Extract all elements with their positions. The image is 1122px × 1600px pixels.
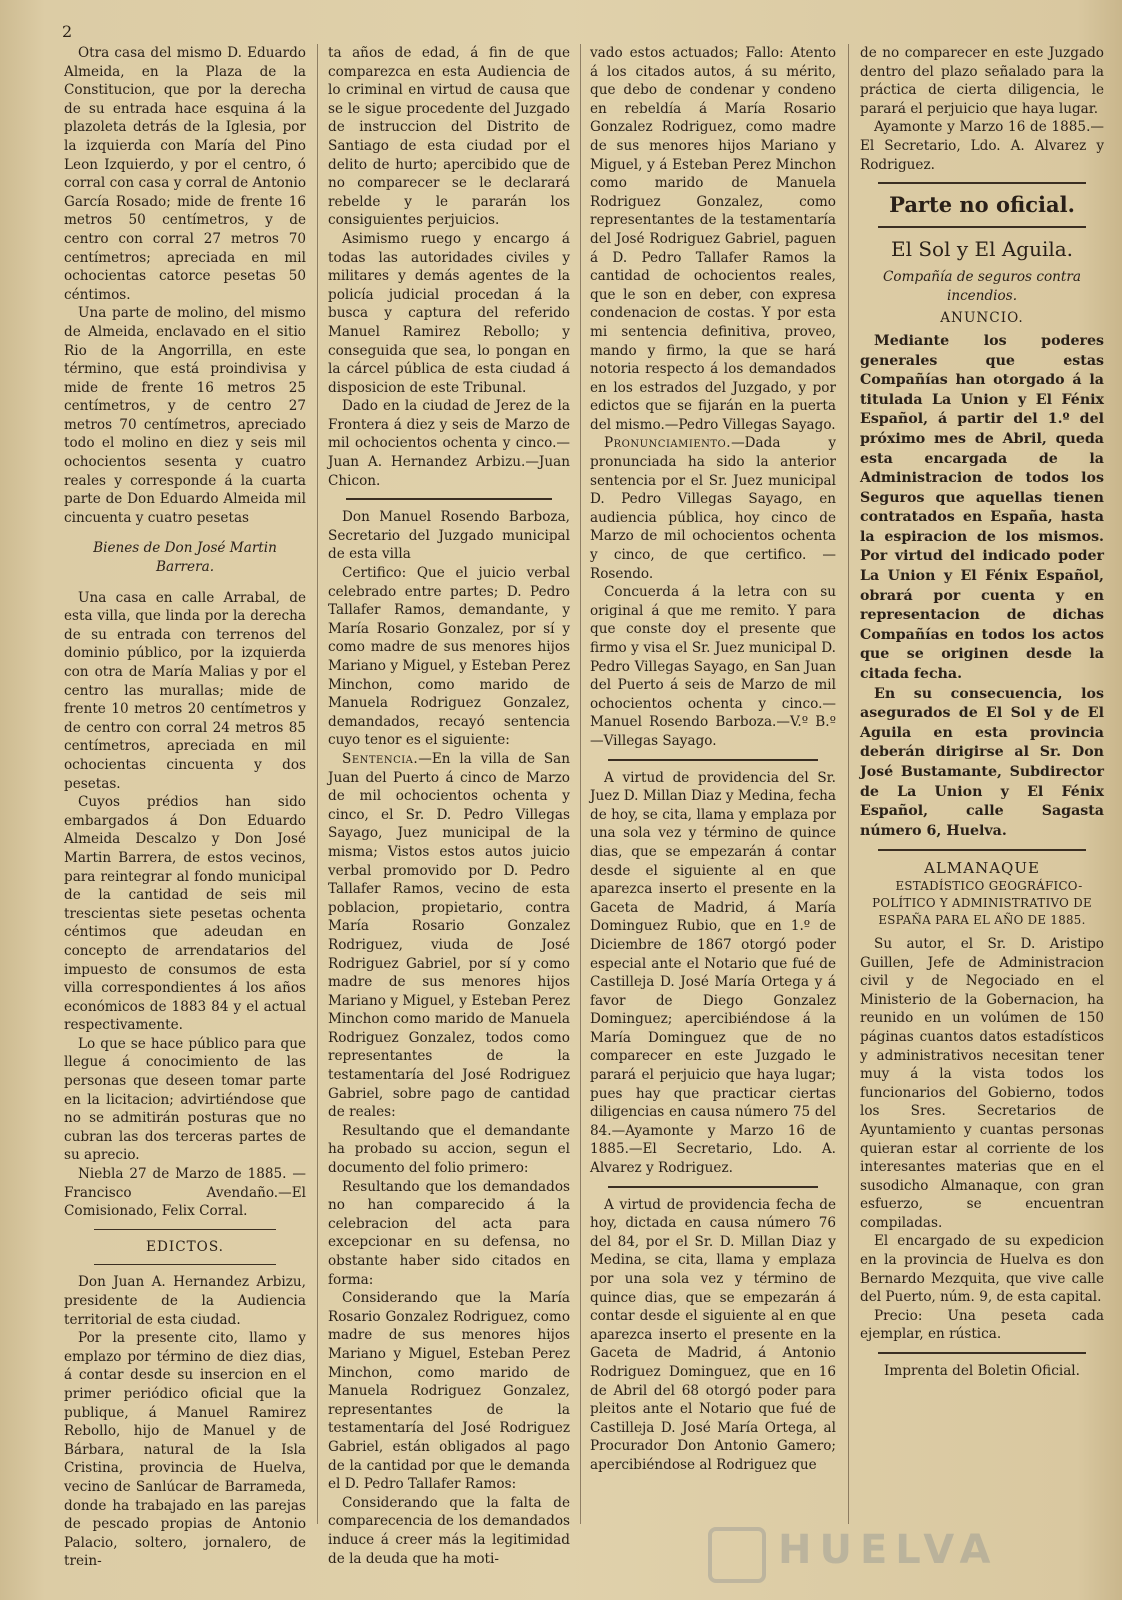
paragraph: Dado en la ciudad de Jerez de la Frontera á diez y seis de Marzo de mil ochocientos ochenta y cinco.—Juan A. Hernandez Arbizu.—Juan Chicon.: [328, 398, 570, 489]
company-subtitle: Compañía de seguros contra incendios.: [883, 269, 1081, 304]
paragraph: vado estos actuados; Fallo: Atento á los citados autos, á su mérito, que debo de condenar y condeno en rebeldía á María Rosario Gonzalez Rodriguez, como madre de sus menores hijos Mariano y Miguel, y á Esteban Perez Minchon como marido de Manuela Rodriguez Gonzalez, como representantes de la testamentaría del José Rodriguez Gabriel, paguen á D. Pedro Tallafer Ramos la cantidad de ochocientos reales, que le son en deber, con expresa condenacion de costas. Y por esta mi sentencia definitiva, proveo, mando y firmo, la que se hará notoria respecto á los demandados en los estrados del Juzgado, y por edictos que se fijarán en la puerta del mismo.—Pedro Villegas Sayago.: [590, 45, 836, 433]
company-title: El Sol y El Aguila.: [890, 237, 1074, 262]
paragraph: [328, 750, 570, 1122]
section-heading-edictos: EDICTOS.: [146, 1238, 224, 1255]
imprenta-footer: Imprenta del Boletin Oficial.: [884, 1363, 1080, 1380]
pronunciamiento-label: Pronunciamiento.: [604, 435, 732, 452]
paragraph: A virtud de providencia fecha de hoy, dictada en causa número 76 del 84, por el Sr. D. Millan Diaz y Medina, se cita, llama y emplaza por una sola vez y término de quince dias, que se empezarán á contar desde el siguiente al en que aparezca inserto el presente en la Gaceta de Madrid, á Antonio Rodriguez Dominguez, que en 16 de Abril del 68 otorgó poder para pleitos ante el Notario que fué de Castilleja D. José María Ortega, al Procurador Don Antonio Gamero; apercibiéndose al Rodriguez que: [590, 1196, 836, 1473]
watermark-text: HUELVA: [778, 1527, 999, 1573]
paragraph: Certifico: Que el juicio verbal celebrado entre partes; D. Pedro Tallafer Ramos, demandante, y María Rosario Gonzalez, por sí y como madre de sus menores hijos Mariano y Miguel, y Esteban Perez Minchon, como marido de Manuela Rodriguez Gonzalez, demandados, recayó sentencia cuyo tenor es el siguiente:: [328, 565, 570, 749]
pronunciamiento-text: —Dada y pronunciada ha sido la anterior sentencia por el Sr. Juez municipal D. Pedro Villegas Sayago, en audiencia pública, hoy cinco de Marzo de mil ochocientos ochenta y cinco, de que certifico. —Rosendo.: [590, 435, 836, 582]
column-3: [590, 44, 836, 1524]
column-1: [64, 44, 306, 1570]
paragraph: ta años de edad, á fin de que comparezca en esta Audiencia de lo criminal en virtud de causa que se le sigue procedente del Juzgado de instruccion del Distrito de Santiago de esta ciudad por el delito de hurto; apercibido que de no comparecer se le declarará rebelde y le pararán los consiguientes perjuicios.: [328, 45, 570, 229]
column-4: [860, 44, 1104, 1524]
paragraph: Ayamonte y Marzo 16 de 1885.—El Secretario, Ldo. A. Alvarez y Rodriguez.: [860, 119, 1104, 173]
paragraph: Por la presente cito, llamo y emplazo por término de diez dias, á contar desde su insercion en el primer periódico oficial que la publique, á Manuel Ramirez Rebollo, hijo de Manuel y de Bárbara, natural de la Isla Cristina, provincia de Huelva, vecino de Sanlúcar de Barrameda, donde ha trabajado en las parejas de pescado propias de Antonio Palacio, soltero, jornalero, de trein-: [64, 1330, 306, 1570]
paragraph: Concuerda á la letra con su original á que me remito. Y para que conste doy el presente que firmo y visa el Sr. Juez municipal D. Pedro Villegas Sayago, en San Juan del Puerto á seis de Marzo de mil ochocientos ochenta y cinco.—Manuel Rosendo Barboza.—V.º B.º—Villegas Sayago.: [590, 584, 836, 749]
paragraph: Asimismo ruego y encargo á todas las autoridades civiles y militares y demás agentes de la policía judicial procedan á la busca y captura del referido Manuel Ramirez Rebollo; y conseguida que sea, lo pongan en la cárcel pública de esta ciudad á disposicion de este Tribunal.: [328, 230, 570, 396]
column-rule: [848, 44, 849, 1524]
paragraph: [590, 434, 836, 583]
paragraph: Una casa en calle Arrabal, de esta villa, que linda por la derecha de su entrada con terrenos del dominio público, por la izquierda con otra de María Malias y por el centro las murallas; mide de frente 10 metros 20 centímetros y de centro con corral 24 metros 85 centímetros, apreciada en mil ochocientas cincuenta y dos pesetas.: [64, 589, 306, 792]
paragraph: Cuyos prédios han sido embargados á Don Eduardo Almeida Descalzo y Don José Martin Barrera, de estos vecinos, para reintegrar al fondo municipal de la cantidad de seis mil trescientas siete pesetas ochenta céntimos que adeudan en concepto de arrendatarios del impuesto de consumos de esta villa correspondientes á los años económicos de 1883 84 y el actual respectivamente.: [64, 794, 306, 1034]
almanaque-subheading: ESTADÍSTICO GEOGRÁFICO-POLÍTICO Y ADMINISTRATIVO DE ESPAÑA PARA EL AÑO DE 1885.: [872, 878, 1092, 927]
paragraph: de no comparecer en este Juzgado dentro del plazo señalado para la práctica de cierta diligencia, le parará el perjuicio que haya lugar.: [860, 45, 1104, 117]
paragraph: Considerando que la falta de comparecencia de los demandados induce á creer más la legitimidad de la deuda que ha moti-: [328, 1494, 570, 1567]
paragraph: Su autor, el Sr. D. Aristipo Guillen, Jefe de Administracion civil y de Negociado en el Ministerio de la Gobernacion, ha reunido en un volúmen de 150 páginas cuantos datos estadísticos y administrativos necesitan tener muy á la vista todos los funcionarios del Gobierno, todos los Sres. Secretarios de Ayuntamiento y cuantas personas quieran estar al corriente de los interesantes materias que en el susodicho Almanaque, con gran esfuerzo, se encuentran compiladas.: [860, 935, 1104, 1231]
column-2: [328, 44, 570, 1567]
archive-watermark: [708, 1525, 1008, 1580]
anuncio-heading: ANUNCIO.: [940, 310, 1024, 327]
paragraph: Una parte de molino, del mismo de Almeida, enclavado en el sitio Rio de la Angorrilla, en este término, que está proindivisa y mide de frente 16 metros 25 centímetros, y de centro 27 metros 70 centímetros, apreciado todo el molino en diez y seis mil ochocientos sesenta y cuatro reales y corresponde á la cuarta parte de Don Eduardo Almeida mil cincuenta y cuatro pesetas: [64, 305, 306, 526]
section-heading: Bienes de Don José Martin Barrera.: [93, 540, 277, 576]
paragraph: Don Manuel Rosendo Barboza, Secretario del Juzgado municipal de esta villa: [328, 509, 570, 563]
archive-logo-icon: [708, 1527, 766, 1583]
paragraph: Lo que se hace público para que llegue á conocimiento de las personas que deseen tomar parte en la licitacion; advirtiéndose que no se admitirán posturas que no cubran las dos terceras partes de su aprecio.: [64, 1035, 306, 1164]
paragraph: Precio: Una peseta cada ejemplar, en rústica.: [860, 1307, 1104, 1343]
paragraph: El encargado de su expedicion en la provincia de Huelva es don Bernardo Mezquita, que vive calle del Puerto, núm. 9, de esta capital.: [860, 1233, 1104, 1306]
paragraph: A virtud de providencia del Sr. Juez D. Millan Diaz y Medina, fecha de hoy, se cita, llama y emplaza por una sola vez y término de quince dias, que se empezarán á contar desde el siguiente al en que aparezca inserto el presente en la Gaceta de Madrid, á María Dominguez Rubio, que en 1.º de Diciembre de 1867 otorgó poder especial ante el Notario que fué de Castilleja D. José María Ortega y á favor de Diego Gonzalez Dominguez; apercibiéndose á la María Dominguez que de no comparecer en este Juzgado le parará el perjuicio que haya lugar; pues hay que practicar ciertas diligencias en causa número 75 del 84.—Ayamonte y Marzo 16 de 1885.—El Secretario, Ldo. A. Alvarez y Rodriguez.: [590, 769, 836, 1177]
paragraph: Resultando que el demandante ha probado su accion, segun el documento del folio primero:: [328, 1122, 570, 1177]
paragraph: Considerando que la María Rosario Gonzalez Rodriguez, como madre de sus menores hijos Mariano y Miguel, Esteban Perez Minchon, como marido de Manuela Rodriguez Gonzalez, representantes de la testamentaría del José Rodriguez Gabriel, están obligados al pago de la cantidad por que le demanda el D. Pedro Tallafer Ramos:: [328, 1290, 570, 1493]
paragraph: Otra casa del mismo D. Eduardo Almeida, en la Plaza de la Constitucion, que por la derecha de su entrada hace esquina á la plazoleta detrás de la Iglesia, por la izquierda con María del Pino Leon Izquierdo, y por el centro, ó corral con casa y corral de Antonio García Rosado; mide de frente 16 metros 50 centímetros, y de centro con corral 27 metros 70 centímetros; apreciada en mil ochocientas catorce pesetas 50 céntimos.: [64, 45, 306, 303]
sentencia-label: Sentencia.: [342, 750, 419, 767]
column-rule: [580, 44, 581, 1524]
paragraph: Resultando que los demandados no han comparecido á la celebracion del acta para excepcionar en su defensa, no obstante haber sido citados en forma:: [328, 1178, 570, 1288]
column-rule: [317, 44, 318, 1524]
sentencia-text: —En la villa de San Juan del Puerto á cinco de Marzo de mil ochocientos ochenta y cinco, el Sr. D. Pedro Villegas Sayago, Juez municipal de la misma; Vistos estos autos juicio verbal promovido por D. Pedro Tallafer Ramos, vecino de esta poblacion, propietario, contra María Rosario Gonzalez Rodriguez, viuda de José Rodriguez Gabriel, por sí y como madre de sus menores hijos Mariano y Miguel, y Esteban Perez Minchon como marido de Manuela Rodriguez Gonzalez, todos como representantes de la testamentaría del José Rodriguez Gabriel, sobre pago de cantidad de reales:: [328, 750, 570, 1121]
almanaque-heading: ALMANAQUE: [924, 859, 1040, 878]
paragraph: Niebla 27 de Marzo de 1885. —Francisco Avendaño.—El Comisionado, Felix Corral.: [64, 1166, 306, 1220]
paragraph: En su consecuencia, los asegurados de El Sol y de El Aguila en esta provincia deberán dirigirse al Sr. Don José Bustamante, Subdirector de La Union y El Fénix Español, calle Sagasta número 6, Huelva.: [860, 685, 1104, 839]
paragraph: Mediante los poderes generales que estas Compañías han otorgado á la titulada La Union y El Fénix Español, á partir del 1.º del próximo mes de Abril, queda esta encargada de la Administracion de todos los Seguros que aquellas tienen contratados en España, hasta la espiracion de los mismos. Por virtud del indicado poder La Union y El Fénix Español, obrará por cuenta y en representacion de dichas Compañías en todos los actos que se originen desde la citada fecha.: [860, 332, 1104, 683]
page-number: 2: [62, 22, 73, 41]
paragraph: Don Juan A. Hernandez Arbizu, presidente de la Audiencia territorial de esta ciudad.: [64, 1274, 306, 1328]
parte-no-oficial-heading: Parte no oficial.: [889, 192, 1075, 218]
